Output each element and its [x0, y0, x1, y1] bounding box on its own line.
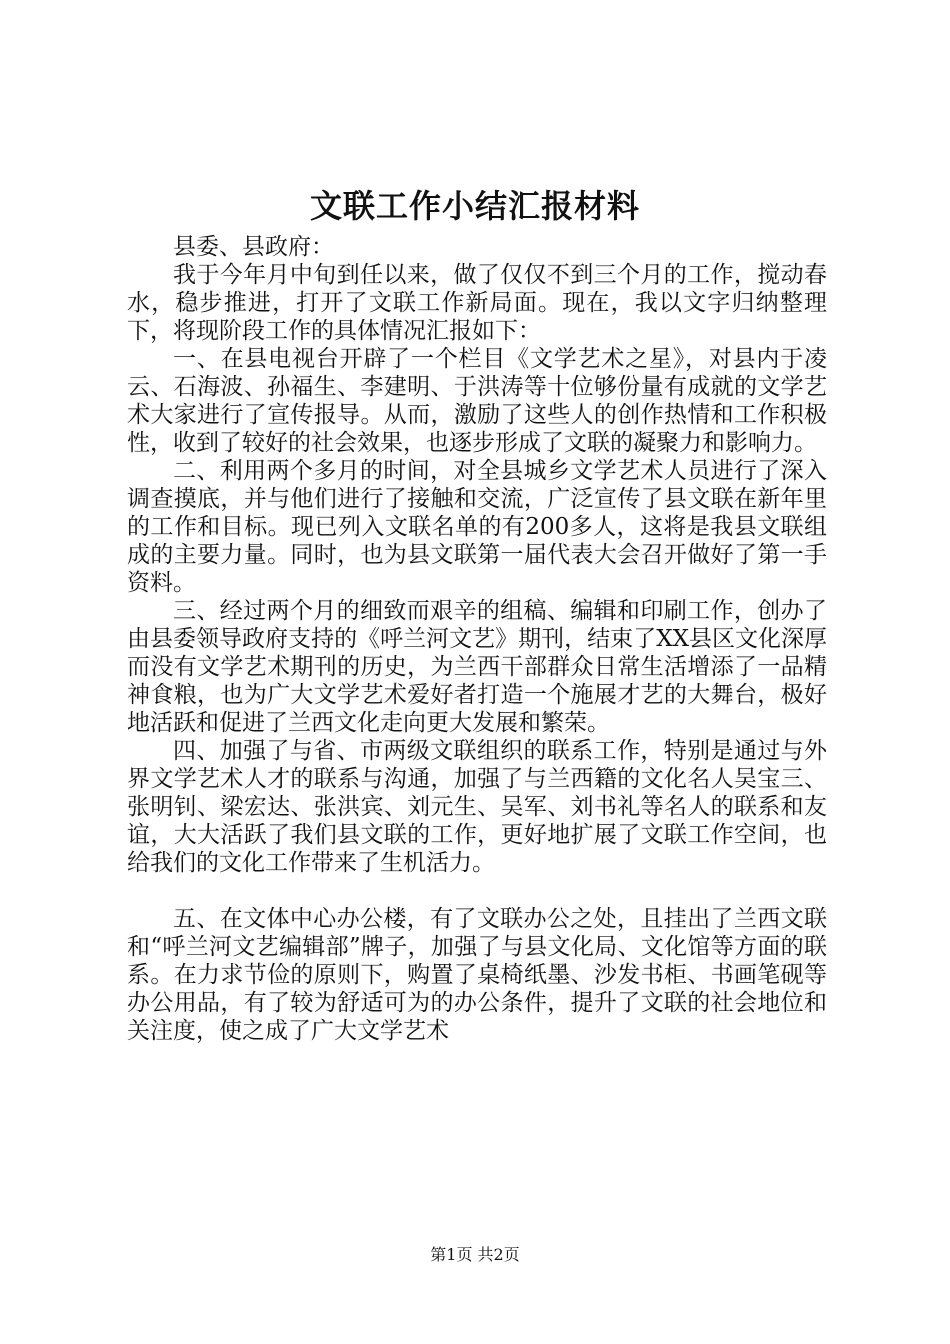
paragraph-item-2: 二、利用两个多月的时间，对全县城乡文学艺术人员进行了深入调查摸底，并与他们进行了接触和交流，广泛宣传了县文联在新年里的工作和目标。现已列入文联名单的有200多人，这将是我县文联组成的主要力量。同时，也为县文联第一届代表大会召开做好了第一手资料。	[127, 458, 827, 596]
page-footer: 第1页 共2页	[430, 1245, 520, 1264]
paragraph-item-5: 五、在文体中心办公楼，有了文联办公之处，且挂出了兰西文联和“呼兰河文艺编辑部”牌子，加强了与县文化局、文化馆等方面的联系。在力求节俭的原则下，购置了桌椅纸墨、沙发书柜、书画笔砚等办公用品，有了较为舒适可为的办公条件，提升了文联的社会地位和关注度，使之成了广大文学艺术	[127, 906, 827, 1044]
paragraph-item-1: 一、在县电视台开辟了一个栏目《文学艺术之星》，对县内于凌云、石海波、孙福生、李建明、于洪涛等十位够份量有成就的文学艺术大家进行了宣传报导。从而，激励了这些人的创作热情和工作积极性，收到了较好的社会效果，也逐步形成了文联的凝聚力和影响力。	[127, 346, 827, 456]
salutation: 县委、县政府：	[173, 234, 334, 260]
paragraph-item-3: 三、经过两个月的细致而艰辛的组稿、编辑和印刷工作，创办了由县委领导政府支持的《呼兰河文艺》期刊，结束了XX县区文化深厚而没有文学艺术期刊的历史，为兰西干部群众日常生活增添了一品精神食粮，也为广大文学艺术爱好者打造一个施展才艺的大舞台，极好地活跃和促进了兰西文化走向更大发展和繁荣。	[127, 598, 827, 736]
paragraph-item-4: 四、加强了与省、市两级文联组织的联系工作，特别是通过与外界文学艺术人才的联系与沟通，加强了与兰西籍的文化名人吴宝三、张明钊、梁宏达、张洪宾、刘元生、吴军、刘书礼等名人的联系和友谊，大大活跃了我们县文联的工作，更好地扩展了文联工作空间，也给我们的文化工作带来了生机活力。	[127, 738, 827, 876]
document-title: 文联工作小结汇报材料	[309, 187, 640, 225]
paragraph-intro: 我于今年月中旬到任以来，做了仅仅不到三个月的工作，搅动春水，稳步推进，打开了文联工作新局面。现在，我以文字归纳整理下，将现阶段工作的具体情况汇报如下：	[127, 262, 827, 344]
document-body	[127, 233, 827, 1045]
